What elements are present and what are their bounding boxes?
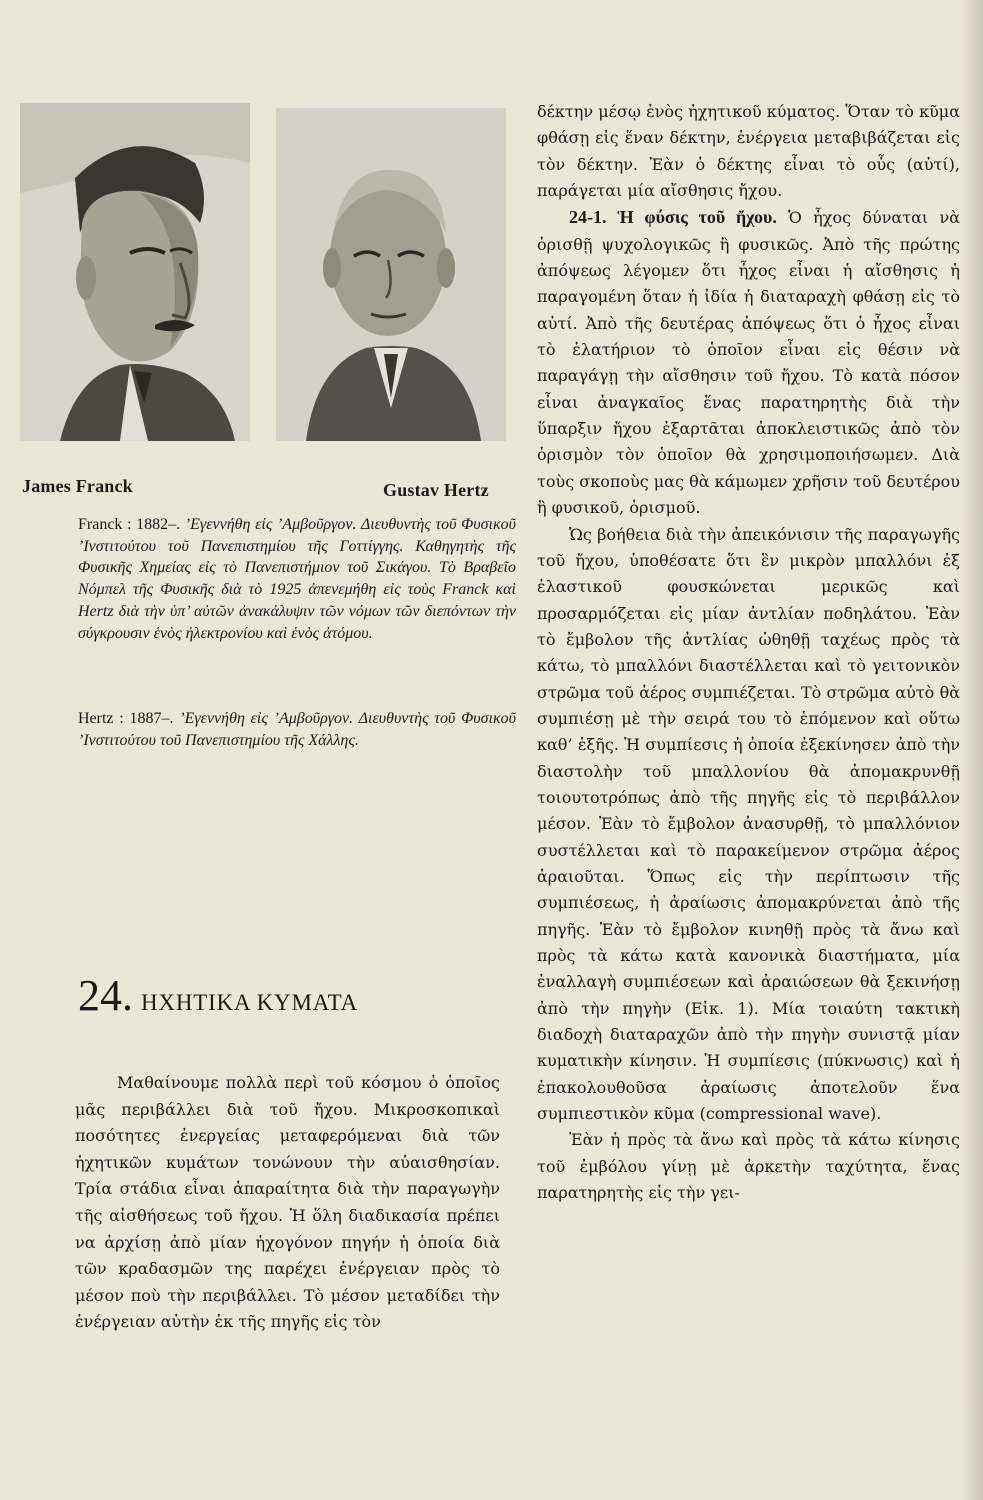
caption-hertz: Gustav Hertz xyxy=(383,480,489,500)
left-column-paragraph: Μαθαίνουμε πολλὰ περὶ τοῦ κόσμου ὁ ὁποῖος μᾶς περιβάλλει διὰ τοῦ ἤχου. Μικροσκοπικαὶ ποσότητες ἐνεργείας μεταφερόμεναι διὰ τῶν ἠχητικῶν κυμάτων τονώνουν τὴν αὐαισθησίαν. Τρία στάδια εἶναι ἀπαραίτητα διὰ τὴν παραγωγὴν τῆς αἰσθήσεως τοῦ ἤχου. Ἡ ὅλη διαδικασία πρέπει να ἀρχίσῃ ἀπὸ μίαν ἠχογόνον πηγήν ἡ ὁποία διὰ τῶν κραδασμῶν της παρέχει ἐνέργειαν πρὸς τὸ μέσον ποὺ τὴν περιβάλλει. Τὸ μέσον μεταδίδει τὴν ἐνέργειαν αὐτὴν ἐκ τῆς πηγῆς εἰς τὸν xyxy=(75,1073,500,1332)
chapter-title: ΗΧΗΤΙΚΑ ΚΥΜΑΤΑ xyxy=(141,990,359,1015)
franck-photo-icon xyxy=(20,103,250,441)
hertz-photo-icon xyxy=(276,108,506,441)
page-edge-shadow xyxy=(961,0,983,1500)
right-paragraph-1: δέκτην μέσῳ ἑνὸς ἠχητικοῦ κύματος. Ὅταν τὸ κῦμα φθάσῃ εἰς ἕναν δέκτην, ἐνέργεια μεταβιβάζεται εἰς τὸν δέκτην. Ἐὰν ὁ δέκτης εἶναι τὸ οὖς (αὐτί), παράγεται μία αἴσθησις ἤχου. xyxy=(537,102,960,201)
bio-franck-text: ’Εγεννήθη εἰς ’Αμβοῦργον. Διευθυντὴς τοῦ Φυσικοῦ ’Ινστιτούτου τοῦ Πανεπιστημίου τῆς Γοττίγγης. Καθηγητὴς τῆς Φυσικῆς Χημείας εἰς τὸ Πανεπιστήμιον τοῦ Σικάγου. Τὸ Βραβεῖο Νόμπελ τῆς Φυσικῆς διὰ τὸ 1925 ἀπενεμήθη εἰς τοὺς Franck καὶ Hertz διὰ τὴν ὑπ’ αὐτῶν ἀνακάλυψιν τῶν νόμων τῶν διεπόντων τὴν σύγκρουσιν ἑνὸς ἠλεκτρονίου καὶ ἑνὸς ἀτόμου. xyxy=(78,516,517,642)
section-heading: 24-1. Ἡ φύσις τοῦ ἤχου. xyxy=(569,207,777,228)
right-column xyxy=(537,99,960,1206)
portrait-james-franck xyxy=(20,103,250,441)
right-paragraph-3: Ὡς βοήθεια διὰ τὴν ἀπεικόνισιν τῆς παραγωγῆς τοῦ ἤχου, ὑποθέσατε ὅτι ἓν μικρὸν μπαλλόνι ἐξ ἐλαστικοῦ φουσκώνεται μερικῶς καὶ προσαρμόζεται εἰς μίαν ἀντλίαν ποδηλάτου. Ἐὰν τὸ ἔμβολον τῆς ἀντλίας ὠθηθῇ ταχέως πρὸς τὰ κάτω, τὸ μπαλλόνι διαστέλλεται καὶ τὸ γειτονικὸν στρῶμα τοῦ ἀέρος συμπιέζεται. Τὸ στρῶμα αὐτὸ θὰ συμπιέσῃ μὲ τὴν σειρά του τὸ ἑπόμενον καὶ οὕτω καθ’ ἑξῆς. Ἡ συμπίεσις ἡ ὁποία ἐξεκίνησεν ἀπὸ τὴν διαστολὴν τοῦ μπαλλονίου θὰ ἀπομακρυνθῇ τοιουτοτρόπως ἀπὸ τῆς πηγῆς εἰς τὸ περιβάλλον μέσον. Ἐὰν τὸ ἔμβολον ἀνασυρθῇ, τὸ μπαλλόνιον συστέλλεται καὶ τὸ παρακείμενον στρῶμα ἀέρος ἀραιοῦται. Ὅπως εἰς τὴν περίπτωσιν τῆς συμπιέσεως, ἡ ἀραίωσις ἀπομακρύνεται ἀπὸ τῆς πηγῆς. Ἐὰν τὸ ἔμβολον κινηθῇ πρὸς τὰ ἄνω καὶ πρὸς τὰ κάτω κατὰ κανονικὰ διαστήματα, μία ἐναλλαγὴ συμπιέσεων καὶ ἀραιώσεων θὰ ξεκινήσῃ ἀπὸ τὴν πηγὴν (Εἰκ. 1). Μία τοιαύτη τακτικὴ διαδοχὴ διαταραχῶν ἀπὸ τὴν πηγὴν συνιστᾷ μίαν κυματικὴν κίνησιν. Ἡ συμπίεσις (πύκνωσις) καὶ ἡ ἐπακολουθοῦσα ἀραίωσις ἀποτελοῦν ἕνα συμπιεστικὸν κῦμα (compressional wave). xyxy=(537,524,960,1124)
bio-hertz-dates: Hertz : 1887–. xyxy=(78,710,180,727)
section-text: Ὁ ἦχος δύναται νὰ ὁρισθῇ ψυχολογικῶς ἢ φυσικῶς. Ἀπὸ τῆς πρώτης ἀπόψεως λέγομεν ὅτι ἦχος εἶναι ἡ αἴσθησις ἡ παραγομένη ὅταν ἡ ἰδία ἡ διαταραχὴ φθάσῃ εἰς τὸ αὐτί. Ἀπὸ τῆς δευτέρας ἀπόψεως ὅτι ὁ ἦχος εἶναι τὸ ἐλατήριον τὸ ὁποῖον εἶναι εἰς θέσιν νὰ παραγάγῃ τὴν αἴσθησιν τοῦ ἤχου. Τὸ κατὰ πόσον εἶναι ἀναγκαῖος ἕνας παρατηρητὴς διὰ τὴν ὕπαρξιν ἤχου ἐξαρτᾶται ἀποκλειστικῶς ἀπὸ τὸν ὁρισμὸν τὸν ὁποῖον θὰ χρησιμοποιήσωμεν. Διὰ τοὺς σκοποὺς μας θὰ κάμωμεν χρῆσιν τοῦ δευτέρου ἢ φυσικοῦ, ὁρισμοῦ. xyxy=(537,208,960,518)
bio-hertz-text: ’Εγεννήθη εἰς ’Αμβοῦργον. Διευθυντὴς τοῦ Φυσικοῦ ’Ινστιτούτου τοῦ Πανεπιστημίου τῆς Χάλλης. xyxy=(78,710,517,749)
portrait-gustav-hertz xyxy=(276,108,506,441)
right-paragraph-4: Ἐὰν ἡ πρὸς τὰ ἄνω καὶ πρὸς τὰ κάτω κίνησις τοῦ ἐμβόλου γίνῃ μὲ ἀρκετὴν ταχύτητα, ἕνας παρατηρητὴς εἰς τὴν γει- xyxy=(537,1130,960,1203)
bio-hertz xyxy=(78,708,516,751)
chapter-number: 24. xyxy=(78,971,133,1020)
caption-franck: James Franck xyxy=(22,476,133,496)
bio-franck xyxy=(78,514,516,644)
chapter-heading xyxy=(78,970,358,1021)
bio-franck-dates: Franck : 1882–. xyxy=(78,516,185,533)
right-paragraph-2 xyxy=(537,204,960,521)
